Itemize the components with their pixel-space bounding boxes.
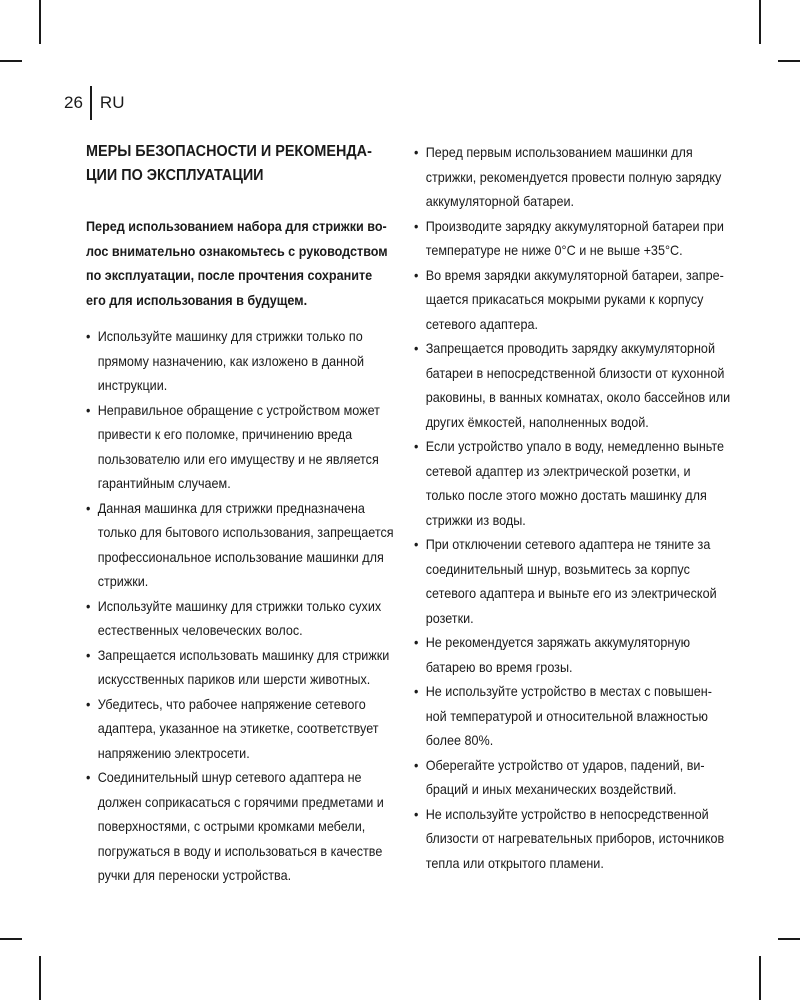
bullet-item	[414, 336, 732, 434]
bullet-text: Не используйте устройство в непосредственной близости от нагревательных приборов, источников тепла или открытого пламени.	[425, 805, 725, 871]
bullet-item	[414, 434, 732, 532]
intro-paragraph: Перед использованием набора для стрижки во-лос внимательно ознакомьтесь с руководством по эксплуатации, после прочтения сохраните его для использования в будущем.	[86, 218, 388, 308]
bullet-item	[86, 765, 400, 888]
bullet-dot: •	[414, 634, 419, 650]
bullet-dot: •	[86, 769, 91, 785]
page-language: RU	[99, 93, 125, 112]
crop-mark-bottom-left-h	[0, 938, 22, 940]
bullet-text: Запрещается использовать машинку для стрижки искусственных париков или шерсти животных.	[97, 646, 390, 687]
bullet-dot: •	[414, 340, 419, 356]
bullet-dot: •	[86, 499, 91, 516]
page-number: 26	[64, 93, 83, 112]
bullet-item	[414, 802, 732, 876]
bullet-item	[414, 214, 732, 263]
bullet-dot: •	[414, 217, 419, 234]
bullet-dot: •	[414, 805, 419, 822]
bullet-text: При отключении сетевого адаптера не тяните за соединительный шнур, возьмитесь за корпус сетевого адаптера и выньте его из электрической розетки.	[425, 536, 717, 626]
right-bullet-list	[414, 140, 731, 875]
bullet-text: Запрещается проводить зарядку аккумуляторной батареи в непосредственной близости от кухонной раковины, в ванных комнатах, около бассейнов или других ёмкостей, наполненных водой.	[425, 340, 731, 430]
bullet-dot: •	[414, 144, 419, 160]
bullet-dot: •	[86, 401, 91, 418]
left-column	[86, 140, 394, 888]
crop-mark-top-left	[39, 0, 41, 44]
bullet-text: Используйте машинку для стрижки только по прямому назначению, как изложено в данной инструкции.	[97, 328, 365, 393]
bullet-text: Производите зарядку аккумуляторной батареи при температуре не ниже 0°C и не выше +35°C.	[425, 217, 724, 258]
crop-mark-top-right-h	[778, 60, 800, 62]
crop-mark-top-left-h	[0, 60, 22, 62]
bullet-text: Во время зарядки аккумуляторной батареи, запре-щается прикасаться мокрыми руками к корпусу сетевого адаптера.	[425, 266, 724, 332]
bullet-text: Неправильное обращение с устройством может привести к его поломке, причинению вреда пользователю или его имуществу и не является гарантийным случаем.	[97, 401, 380, 491]
bullet-item	[86, 496, 400, 594]
bullet-item	[414, 753, 732, 802]
bullet-dot: •	[86, 646, 91, 663]
bullet-text: Данная машинка для стрижки предназначена только для бытового использования, запрещается профессиональное использование машинки для стрижки.	[97, 499, 394, 589]
bullet-dot: •	[414, 266, 419, 283]
right-column	[414, 140, 731, 875]
bullet-item	[86, 398, 400, 496]
bullet-text: Соединительный шнур сетевого адаптера не должен соприкасаться с горячими предметами и поверхностями, с острыми кромками мебели, погружаться в воду и использоваться в качестве ручки для переноски устройства.	[97, 769, 384, 883]
bullet-dot: •	[414, 438, 419, 454]
left-bullet-list	[86, 324, 394, 888]
crop-mark-bottom-right-h	[778, 938, 800, 940]
bullet-text: Не рекомендуется заряжать аккумуляторную батарею во время грозы.	[425, 634, 691, 675]
page-header	[64, 86, 124, 120]
crop-mark-bottom-right	[759, 956, 761, 1000]
crop-mark-top-right	[759, 0, 761, 44]
bullet-item	[86, 692, 400, 766]
bullet-item	[414, 140, 732, 214]
bullet-item	[414, 630, 732, 679]
bullet-item	[414, 532, 732, 630]
bullet-item	[86, 324, 400, 398]
bullet-item	[86, 643, 400, 692]
section-title: МЕРЫ БЕЗОПАСНОСТИ И РЕКОМЕНДА-ЦИИ ПО ЭКСПЛУАТАЦИИ	[86, 143, 372, 184]
bullet-item	[86, 594, 400, 643]
bullet-dot: •	[414, 536, 419, 552]
bullet-dot: •	[414, 683, 419, 699]
bullet-item	[414, 263, 732, 337]
crop-mark-bottom-left	[39, 956, 41, 1000]
bullet-text: Если устройство упало в воду, немедленно выньте сетевой адаптер из электрической розетки, и только после этого можно достать машинку для стрижки из воды.	[425, 438, 724, 528]
bullet-text: Убедитесь, что рабочее напряжение сетевого адаптера, указанное на этикетке, соответствует напряжению электросети.	[97, 695, 379, 761]
bullet-dot: •	[86, 695, 91, 712]
bullet-text: Оберегайте устройство от ударов, падений, ви-браций и иных механических воздействий.	[425, 756, 705, 797]
bullet-dot: •	[86, 597, 91, 614]
bullet-text: Используйте машинку для стрижки только сухих естественных человеческих волос.	[97, 597, 382, 638]
bullet-item	[414, 679, 732, 753]
bullet-text: Не используйте устройство в местах с повышен-ной температурой и относительной влажностью более 80%.	[425, 683, 712, 748]
bullet-dot: •	[414, 756, 419, 773]
bullet-text: Перед первым использованием машинки для стрижки, рекомендуется провести полную зарядку аккумуляторной батареи.	[425, 144, 722, 209]
bullet-dot: •	[86, 328, 91, 344]
